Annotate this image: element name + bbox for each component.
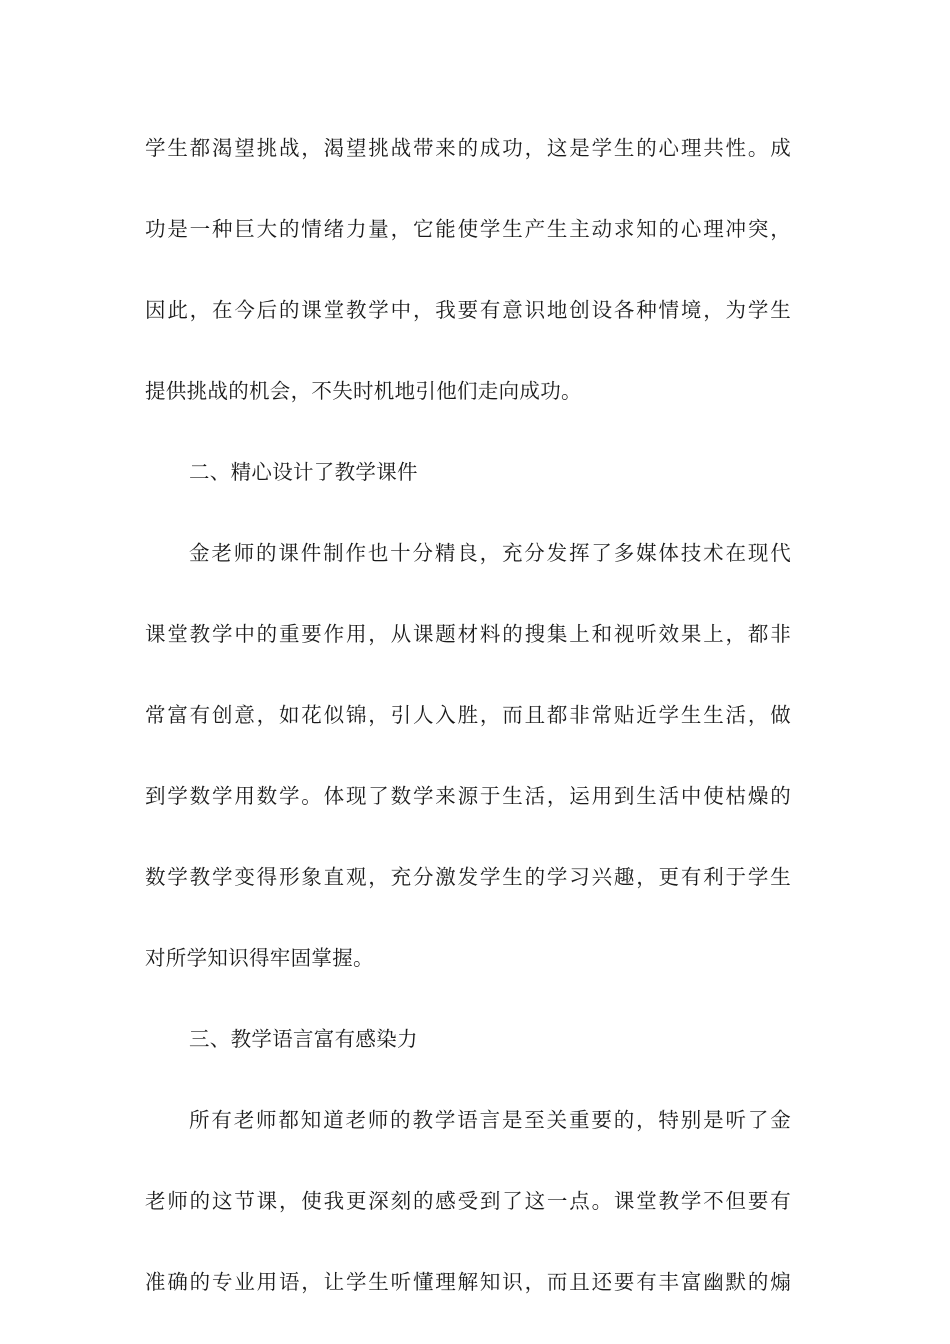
paragraph-line: 老师的这节课，使我更深刻的感受到了这一点。课堂教学不但要有 [145, 1189, 791, 1213]
paragraph-line: 常富有创意，如花似锦，引人入胜，而且都非常贴近学生生活，做 [145, 703, 791, 727]
paragraph-line: 到学数学用数学。体现了数学来源于生活，运用到生活中使枯燥的 [145, 784, 791, 808]
paragraph-line: 学生都渴望挑战，渴望挑战带来的成功，这是学生的心理共性。成 [145, 136, 791, 160]
paragraph-line: 功是一种巨大的情绪力量，它能使学生产生主动求知的心理冲突， [145, 217, 791, 241]
paragraph-line: 提供挑战的机会，不失时机地引他们走向成功。 [145, 379, 582, 403]
paragraph-line: 准确的专业用语，让学生听懂理解知识，而且还要有丰富幽默的煽 [145, 1270, 791, 1294]
section-heading: 二、精心设计了教学课件 [189, 460, 418, 484]
paragraph-line: 课堂教学中的重要作用，从课题材料的搜集上和视听效果上，都非 [145, 622, 791, 646]
paragraph-line: 因此，在今后的课堂教学中，我要有意识地创设各种情境，为学生 [145, 298, 791, 322]
paragraph-line: 对所学知识得牢固掌握。 [145, 946, 374, 970]
document-body [145, 132, 791, 1298]
paragraph-line: 所有老师都知道老师的教学语言是至关重要的，特别是听了金 [189, 1108, 791, 1132]
section-heading: 三、教学语言富有感染力 [189, 1027, 418, 1051]
paragraph-line: 数学教学变得形象直观，充分激发学生的学习兴趣，更有利于学生 [145, 865, 791, 889]
paragraph-line: 金老师的课件制作也十分精良，充分发挥了多媒体技术在现代 [189, 541, 791, 565]
